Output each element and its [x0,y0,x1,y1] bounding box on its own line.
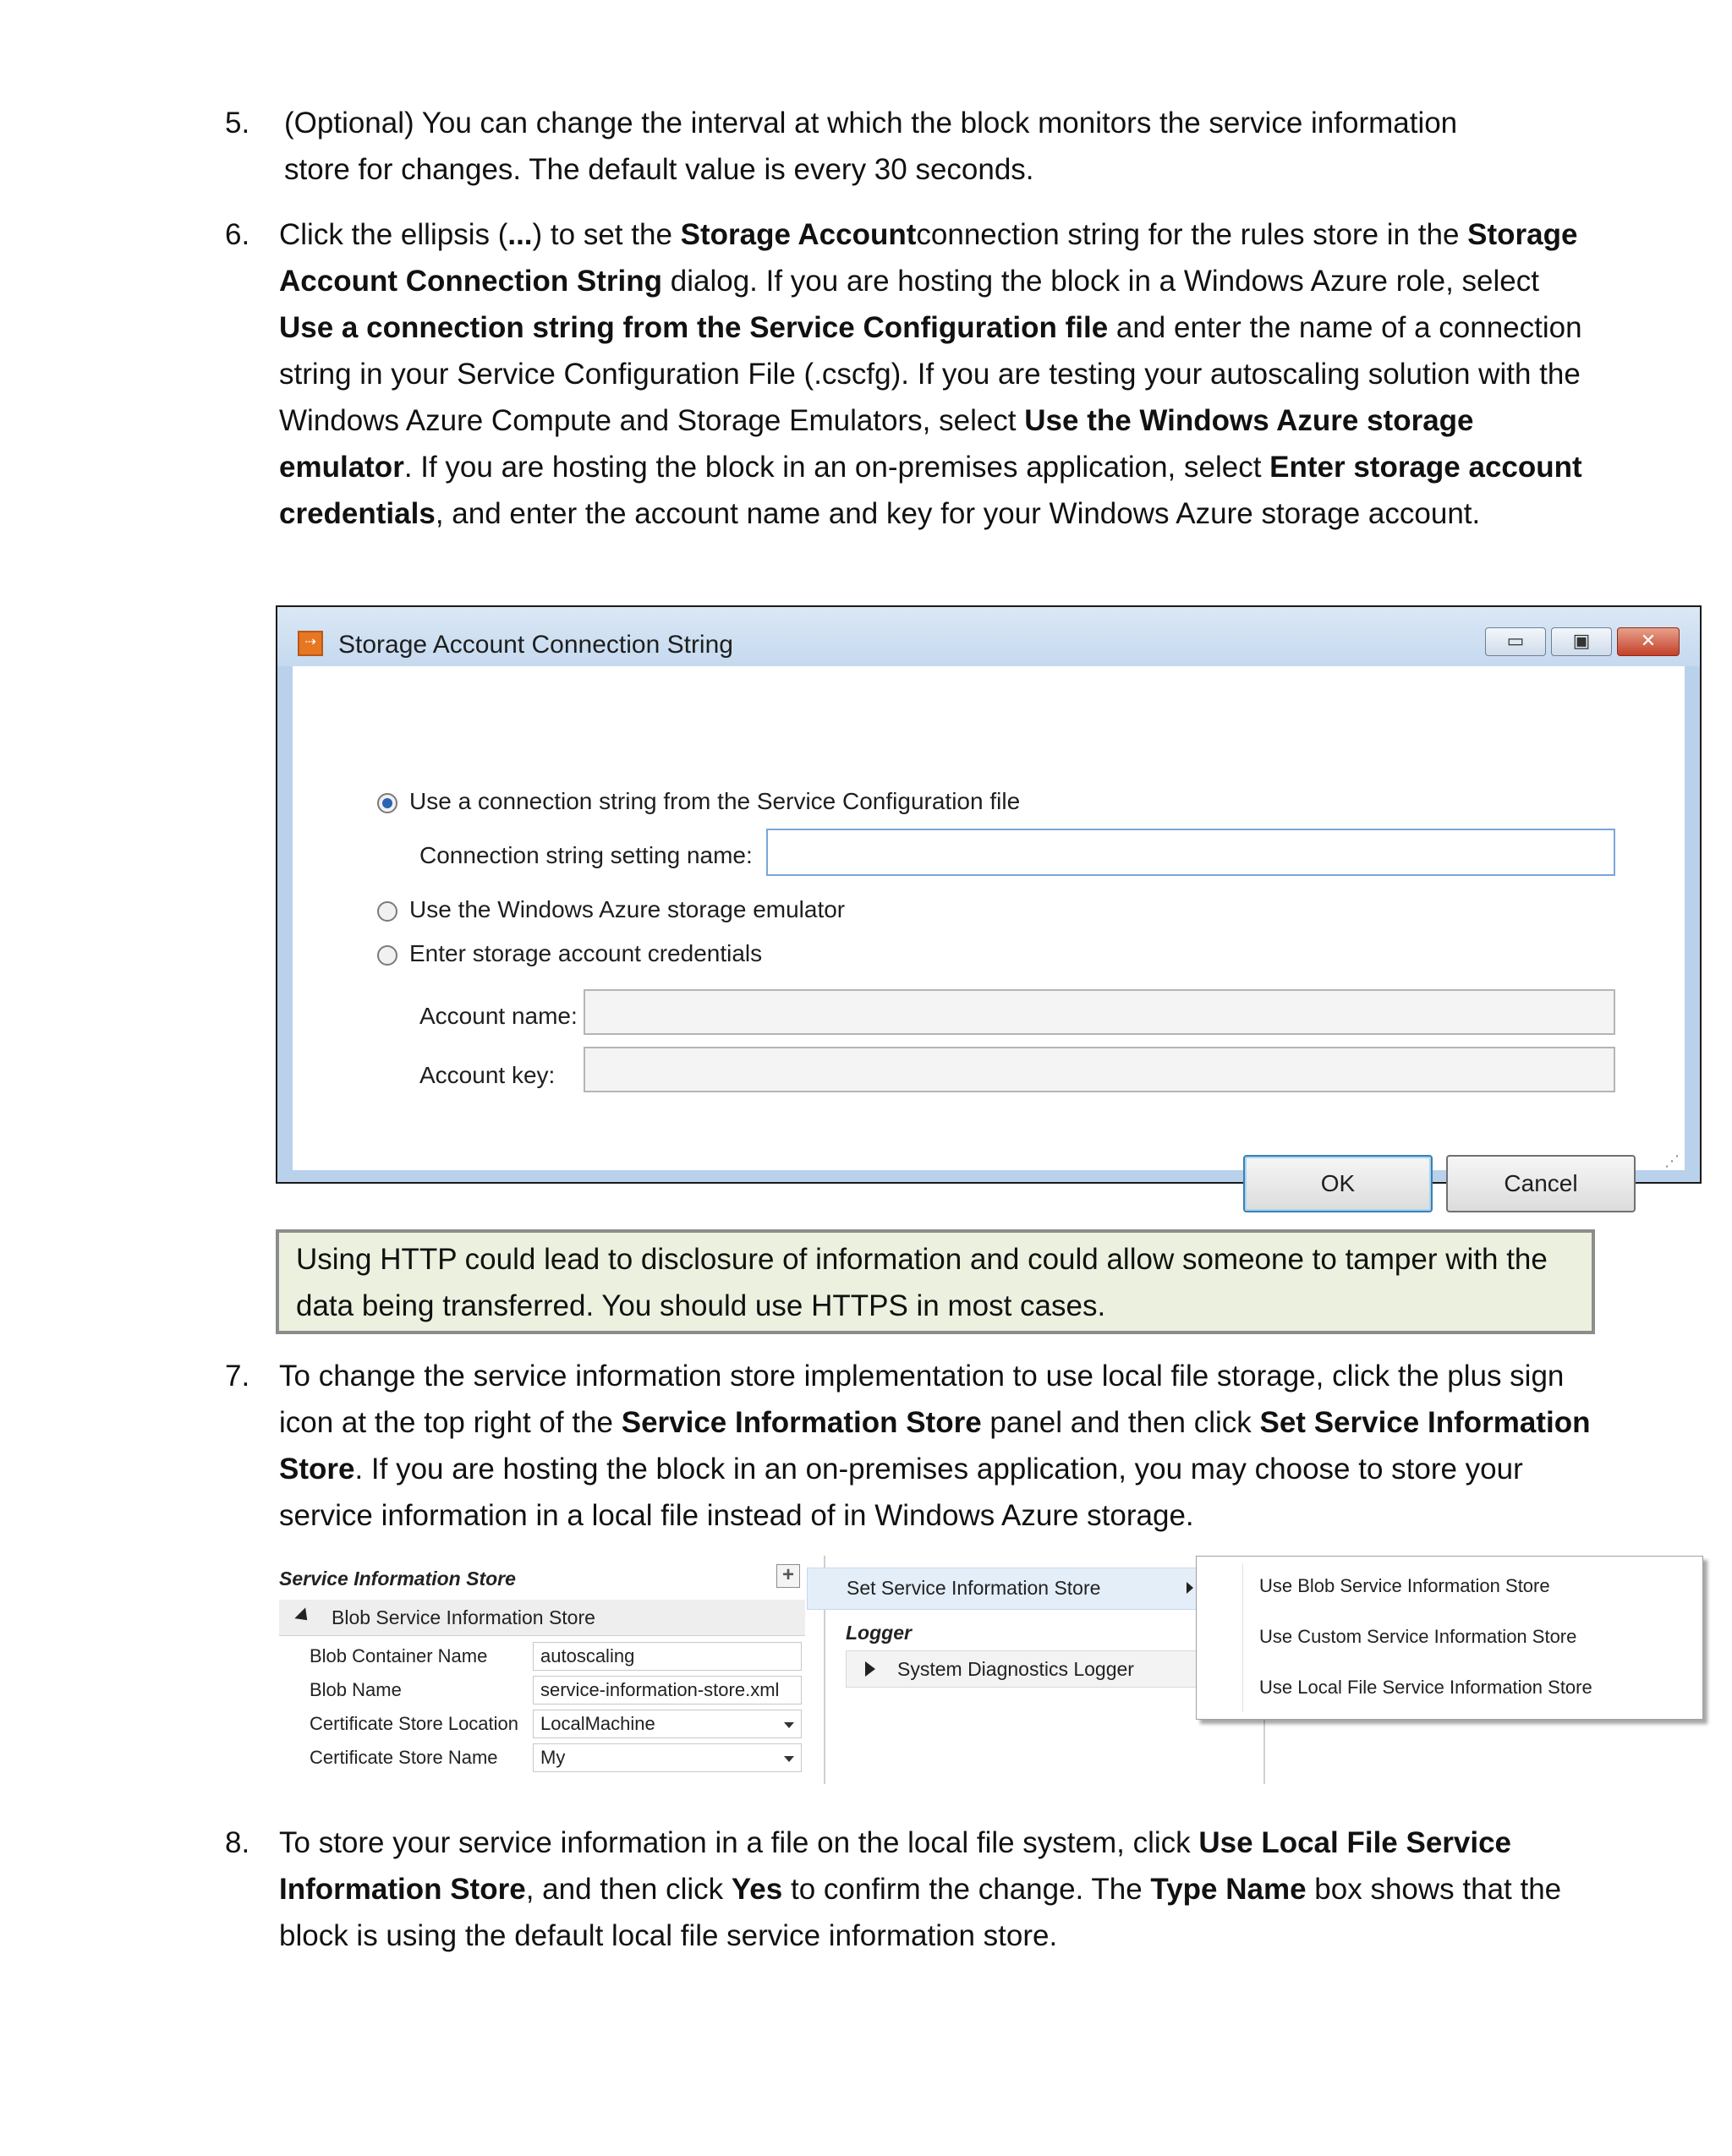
account-name-input[interactable] [584,989,1615,1035]
close-button[interactable]: ✕ [1617,627,1680,656]
account-key-input[interactable] [584,1047,1615,1092]
storage-account-dialog [276,605,1702,1196]
property-dropdown[interactable] [533,1710,802,1738]
panel-title: Service Information Store [279,1568,516,1590]
step-text: To change the service information store implementation to use local file storage, click the plus sign icon at the top right of the Service Information Store panel and then click Set Service Information Store. If you are hosting the block in an on-premises application, you may choose to store your service information in a local file instead of in Windows Azure storage. [279,1360,1591,1532]
submenu-item-blob[interactable]: Use Blob Service Information Store [1259,1575,1550,1596]
property-name: Certificate Store Location [310,1713,519,1734]
step-number: 6. [225,218,250,251]
collapse-icon[interactable] [294,1607,312,1625]
property-dropdown[interactable] [533,1743,802,1772]
plus-icon[interactable]: + [776,1564,800,1588]
radio-emulator-label: Use the Windows Azure storage emulator [409,896,846,922]
expand-icon[interactable] [865,1661,875,1677]
note-text: Using HTTP could lead to disclosure of information and could allow someone to tamper with the data being transferred. You should use HTTPS in most cases. [296,1243,1548,1322]
radio-emulator[interactable] [377,901,397,922]
setting-name-label: Connection string setting name: [419,842,753,868]
property-name: Certificate Store Name [310,1747,498,1768]
maximize-button[interactable]: ▣ [1551,627,1612,656]
submenu-item-custom[interactable]: Use Custom Service Information Store [1259,1626,1577,1647]
step-line: store for changes. The default value is every 30 seconds. [284,153,1034,186]
menu-item-label: Set Service Information Store [847,1577,1101,1599]
radio-credentials[interactable] [377,945,397,966]
http-note [276,1229,1595,1334]
radio-config-label: Use a connection string from the Service Configuration file [409,788,1021,814]
property-name: Blob Name [310,1679,402,1700]
set-store-menu-item[interactable] [807,1568,1204,1610]
app-icon: ⇢ [298,631,323,656]
dropdown-arrow-icon [784,1756,794,1762]
property-value[interactable]: service-information-store.xml [533,1676,802,1705]
minimize-button[interactable]: ▭ [1485,627,1546,656]
service-store-screenshot [276,1556,1705,1784]
dialog-title: Storage Account Connection String [338,631,733,659]
logger-item-label: System Diagnostics Logger [897,1658,1134,1680]
cancel-button[interactable]: Cancel [1446,1155,1636,1212]
dialog-titlebar [277,607,1700,666]
setting-name-input[interactable] [766,829,1615,876]
property-value[interactable]: autoscaling [533,1642,802,1671]
blob-store-header[interactable] [279,1600,805,1636]
dialog-body [293,666,1685,1196]
menu-separator [1242,1563,1243,1712]
blob-store-label: Blob Service Information Store [332,1606,595,1628]
step-text: To store your service information in a file on the local file system, click Use Local File Service Information Store, and then click Yes to confirm the change. The Type Name box shows that the block is using the default local file service information store. [279,1826,1562,1952]
step-5 [225,100,1595,194]
property-name: Blob Container Name [310,1645,488,1666]
step-number: 5. [225,107,250,140]
step-7 [225,1353,1595,1539]
submenu-item-local-file[interactable]: Use Local File Service Information Store [1259,1677,1592,1698]
logger-item[interactable] [846,1650,1201,1688]
store-submenu [1196,1556,1703,1720]
property-value: LocalMachine [540,1713,655,1734]
resize-grip-icon[interactable]: ⋰ [1664,1152,1680,1169]
step-text: Click the ellipsis (...) to set the Storage Accountconnection string for the rules store in the Storage Account Connection String dialog. If you are hosting the block in a Windows Azure role, select Use a connection string from the Service Configuration file and enter the name of a connection string in your Service Configuration File (.cscfg). If you are testing your autoscaling solution with the Windows Azure Compute and Storage Emulators, select Use the Windows Azure storage emulator. If you are hosting the block in an on-premises application, select Enter storage account credentials, and enter the account name and key for your Windows Azure storage account. [279,218,1582,530]
submenu-arrow-icon [1187,1582,1193,1594]
account-name-label: Account name: [419,1003,578,1029]
account-key-label: Account key: [419,1062,556,1088]
dropdown-arrow-icon [784,1722,794,1728]
radio-credentials-label: Enter storage account credentials [409,940,763,966]
ok-button[interactable]: OK [1243,1155,1433,1212]
property-value: My [540,1747,566,1768]
step-number: 7. [225,1360,250,1393]
step-6 [225,211,1595,583]
step-text [284,100,1603,193]
step-line: (Optional) You can change the interval at which the block monitors the service information [284,107,1458,140]
radio-config-file[interactable] [377,793,397,813]
step-number: 8. [225,1826,250,1859]
step-8 [225,1819,1595,1963]
logger-title: Logger [846,1622,912,1644]
